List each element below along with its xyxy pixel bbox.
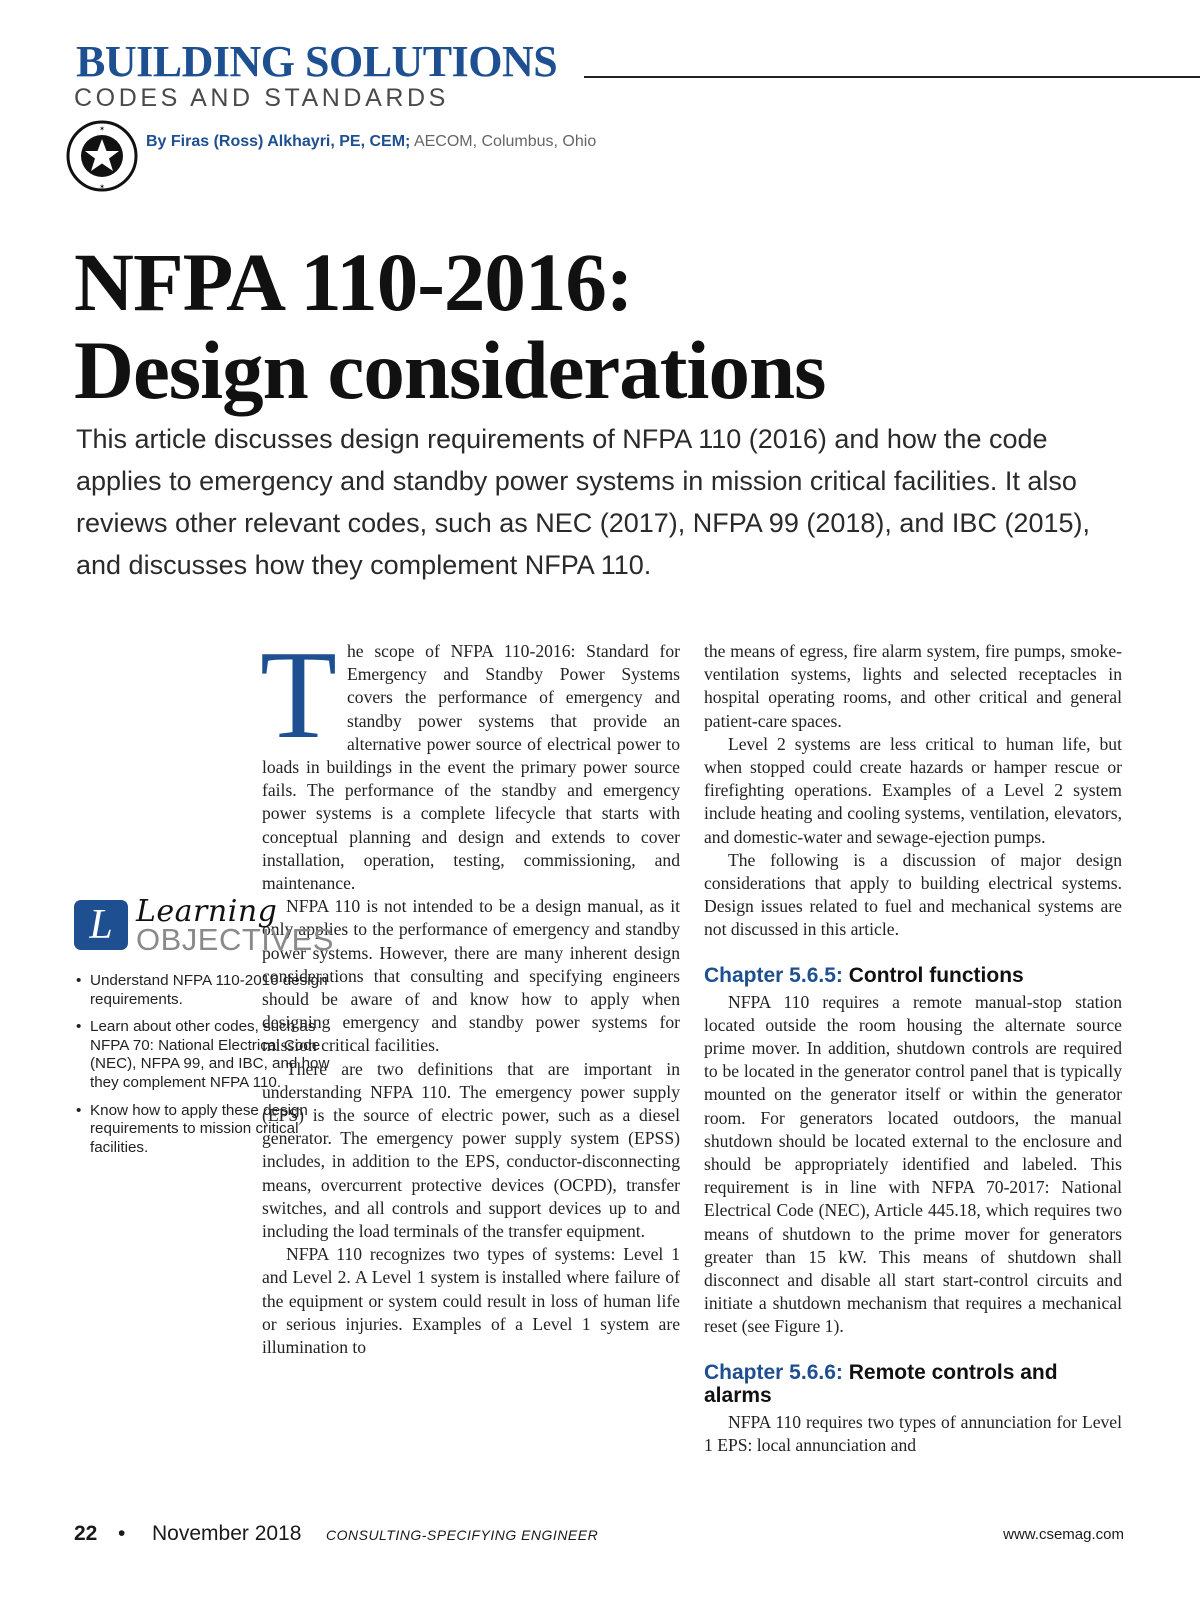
col1-paragraph-1: he scope of NFPA 110-2016: Standard for Emergency and Standby Power Systems covers the performance of emergency and standby power systems that provide an alternative power source of electrical power to loads in buildings in the event the primary power source fails. The performance of the standby and emergency power systems is a complete lifecycle that starts with conceptual planning and design and extends to cover installation, operation, testing, commissioning, and maintenance. <box>262 641 680 894</box>
subhead-number: Chapter 5.6.5: <box>704 963 843 987</box>
col2-paragraph-3: The following is a discussion of major design considerations that apply to building electrical systems. Design issues related to fuel and mechanical systems are not discussed in this article. <box>704 849 1122 940</box>
section-title: BUILDING SOLUTIONS <box>76 37 558 86</box>
list-item: • Learn about other codes, such as NFPA 70: National Electrical Code (NEC), NFPA 99, and IBC, and how they complement NFPA 110. <box>74 1018 344 1092</box>
subhead-title: Control functions <box>842 963 1024 987</box>
page-footer <box>74 1522 1124 1552</box>
article-dek: This article discusses design requirements of NFPA 110 (2016) and how the code applies to emergency and standby power systems in mission critical facilities. It also reviews other relevant codes, such as NEC (2017), NFPA 99 (2018), and IBC (2015), and discusses how they complement NFPA 110. <box>76 424 1090 580</box>
headline <box>74 238 1174 414</box>
learning-badge-icon: L <box>74 900 128 950</box>
col2-paragraph-4: NFPA 110 requires a remote manual-stop station located outside the room housing the alternate source prime mover. In addition, shutdown controls are required to be located in the generator control panel that is typically mounted on the generator itself or within the generator room. For generators located outdoors, the manual shutdown should be located external to the enclosure and should be appropriately identified and labeled. This requirement is in line with NFPA 70-2017: National Electrical Code (NEC), Article 445.18, which requires two means of shutdown to the prime mover for generators greater than 15 kW. This means of shutdown shall disconnect and disable all start start-control circuits and initiate a shutdown mechanism that requires a mechanical reset (see Figure 1). <box>704 991 1122 1337</box>
list-item: • Understand NFPA 110-2016 design requirements. <box>74 972 344 1009</box>
headline-line-2: Design considerations <box>74 324 826 416</box>
section-subtitle: CODES AND STANDARDS <box>74 84 449 112</box>
byline <box>146 132 596 152</box>
objectives-list <box>74 972 344 1166</box>
col2-paragraph-5: NFPA 110 requires two types of annunciation for Level 1 EPS: local annunciation and <box>704 1411 1122 1455</box>
subhead-number: Chapter 5.6.6: <box>704 1360 843 1384</box>
section-rule <box>584 76 1200 78</box>
objectives-label: OBJECTIVES <box>136 922 334 957</box>
page-number: 22 <box>74 1522 98 1545</box>
col2-paragraph-1: the means of egress, fire alarm system, fire pumps, smoke-ventilation systems, lights and selected receptacles in hospital operating rooms, and other critical and general patient-care spaces. <box>704 641 1122 731</box>
list-item: • Know how to apply these design requirements to mission critical facilities. <box>74 1102 344 1158</box>
col1-paragraph-4: NFPA 110 recognizes two types of systems: Level 1 and Level 2. A Level 1 system is installed where failure of the equipment or system could result in loss of human life or serious injuries. Examples of a Level 1 system are illumination to <box>262 1244 680 1358</box>
col1-paragraph-2: NFPA 110 is not intended to be a design manual, as it only applies to the performance of emergency and standby power systems. However, there are many inherent design considerations that consulting and specifying engineers should be aware of and know how to apply when designing emergency and standby power systems for mission critical facilities. <box>262 896 680 1056</box>
subhead-title: Remote controls and alarms <box>704 1360 1058 1407</box>
svg-text:✶: ✶ <box>99 125 105 133</box>
svg-text:✶: ✶ <box>99 183 105 191</box>
magazine-name: CONSULTING-SPECIFYING ENGINEER <box>326 1527 599 1543</box>
drop-cap: T <box>260 626 337 765</box>
issue-date: November 2018 <box>152 1522 302 1545</box>
subhead-control-functions <box>704 964 1122 987</box>
author-name: By Firas (Ross) Alkhayri, PE, CEM; <box>146 133 411 150</box>
website-link[interactable]: www.csemag.com <box>1003 1526 1124 1543</box>
body-column-2 <box>704 640 1122 1457</box>
subhead-remote-controls <box>704 1361 1122 1407</box>
peer-reviewed-seal-icon <box>66 120 138 192</box>
col1-paragraph-3: There are two definitions that are important in understanding NFPA 110. The emergency power supply (EPS) is the source of electric power, such as a diesel generator. The emergency power supply system (EPSS) includes, in addition to the EPS, conductor-disconnecting means, overcurrent protective devices (OCPD), transfer switches, and all controls and support devices up to and including the load terminals of the transfer equipment. <box>262 1058 680 1242</box>
learning-label: Learning <box>136 894 278 929</box>
footer-bullet: • <box>118 1522 126 1545</box>
col2-paragraph-2: Level 2 systems are less critical to human life, but when stopped could create hazards or hamper rescue or firefighting operations. Examples of a Level 2 system include heating and cooling systems, ventilation, elevators, and domestic-water and sewage-ejection pumps. <box>704 733 1122 847</box>
author-affiliation: AECOM, Columbus, Ohio <box>413 133 597 150</box>
headline-line-1: NFPA 110-2016: <box>74 236 633 328</box>
